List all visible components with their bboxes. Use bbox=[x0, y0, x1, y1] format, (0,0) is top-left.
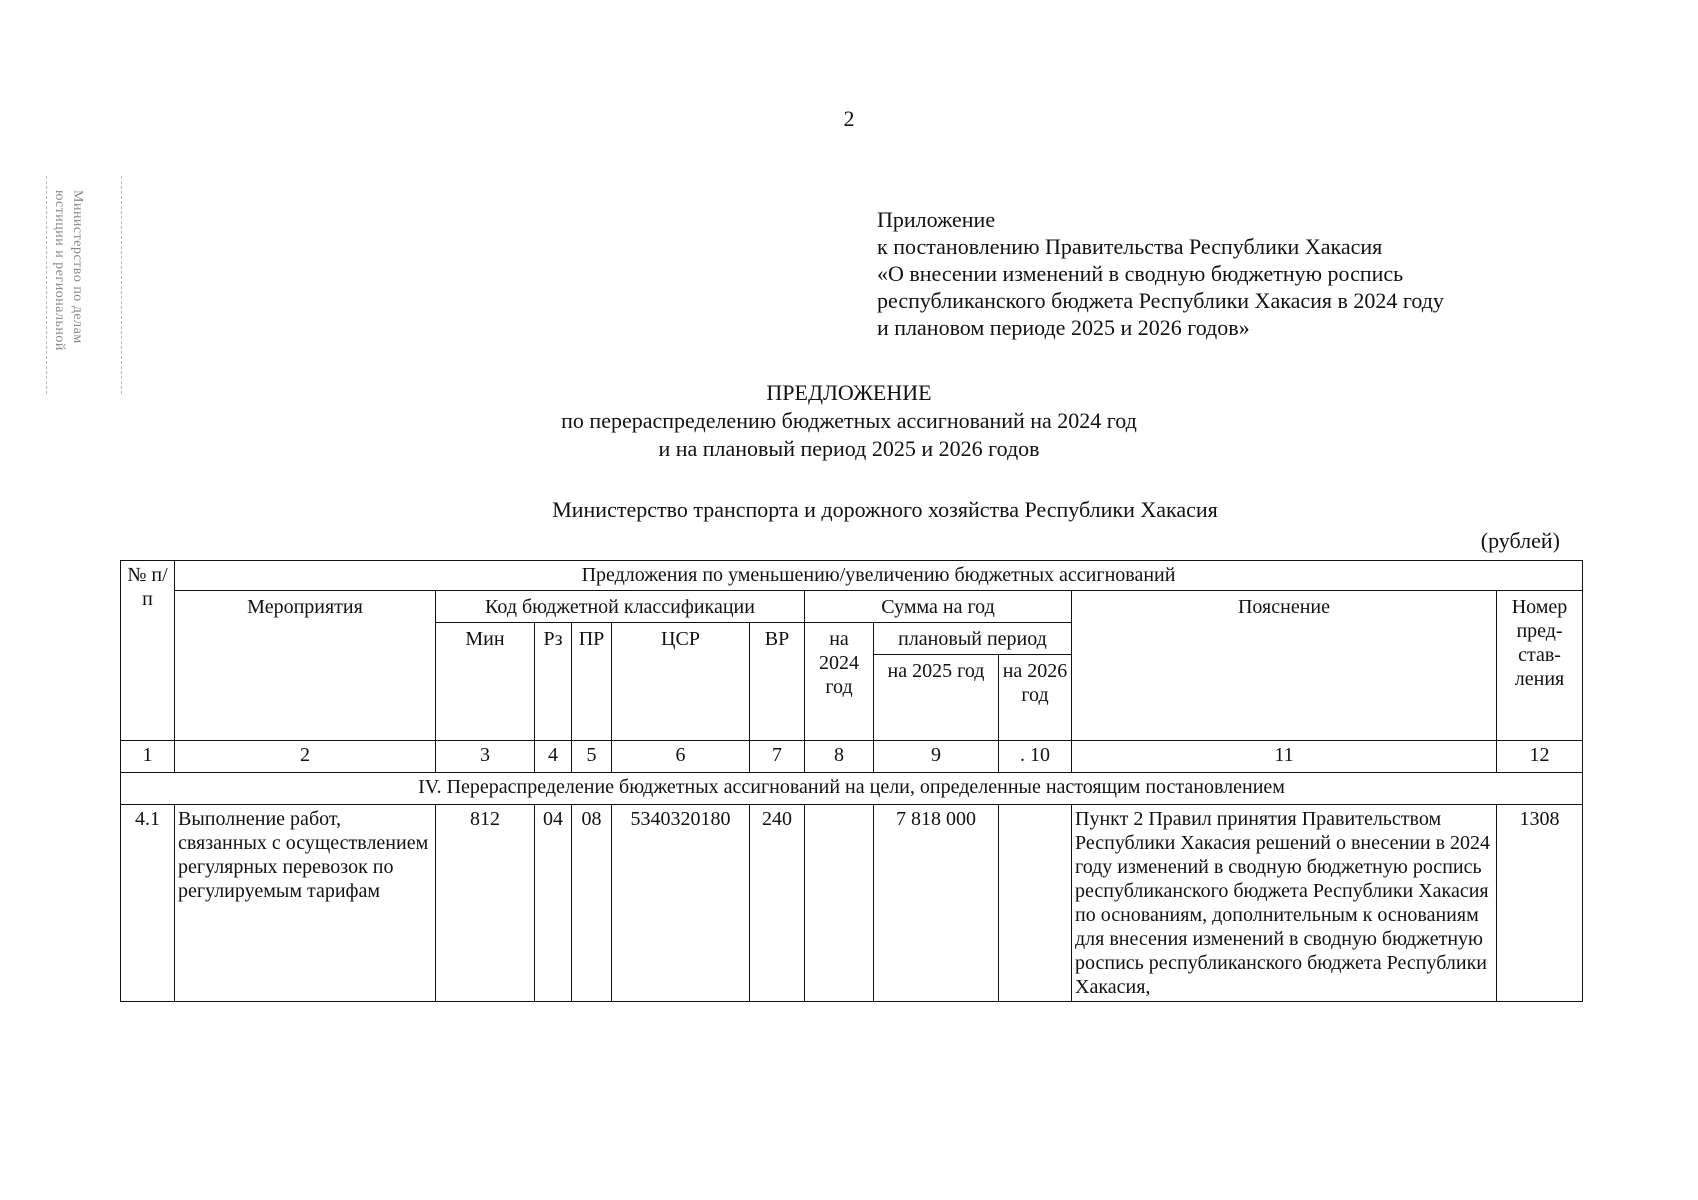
page-number: 2 bbox=[843, 106, 855, 131]
index-cell: 3 bbox=[436, 741, 535, 773]
row-sum-2026 bbox=[999, 805, 1072, 1002]
section-title: IV. Перераспределение бюджетных ассигнований на цели, определенные настоящим постановлением bbox=[121, 773, 1583, 805]
row-sum-2024 bbox=[805, 805, 874, 1002]
row-explanation: Пункт 2 Правил принятия Правительством Республики Хакасия решений о внесении в 2024 году изменений в сводную бюджетную роспись республиканского бюджета Республики Хакасия по основаниям, дополнительным к основаниям для внесения изменений в сводную бюджетную роспись республиканского бюджета Республики Хакасия, bbox=[1072, 805, 1497, 1002]
header-sum-2026: на 2026 год bbox=[999, 655, 1072, 741]
currency-unit: (рублей) bbox=[1480, 528, 1560, 553]
header-rz: Рз bbox=[535, 623, 572, 741]
header-events: Мероприятия bbox=[175, 591, 436, 741]
row-csr: 5340320180 bbox=[612, 805, 750, 1002]
budget-table bbox=[120, 560, 1583, 1002]
row-min: 812 bbox=[436, 805, 535, 1002]
index-cell: 8 bbox=[805, 741, 874, 773]
document-title: ПРЕДЛОЖЕНИЕ bbox=[766, 380, 932, 405]
header-num: № п/п bbox=[121, 561, 175, 741]
stamp-line: Министерство по делам bbox=[70, 190, 85, 344]
row-event: Выполнение работ, связанных с осуществлением регулярных перевозок по регулируемым тарифам bbox=[175, 805, 436, 1002]
header-plan-period: плановый период bbox=[874, 623, 1072, 655]
row-vr: 240 bbox=[750, 805, 805, 1002]
row-submission: 1308 bbox=[1497, 805, 1583, 1002]
index-cell: 4 bbox=[535, 741, 572, 773]
index-cell: 12 bbox=[1497, 741, 1583, 773]
header-vr: ВР bbox=[750, 623, 805, 741]
stamp-text bbox=[50, 190, 86, 351]
stamp-line: юстиции и региональной bbox=[52, 190, 67, 351]
document-subtitle-line: и на плановый период 2025 и 2026 годов bbox=[658, 436, 1040, 461]
header-submission: Номер пред-став-ления bbox=[1497, 591, 1583, 741]
header-group: Предложения по уменьшению/увеличению бюджетных ассигнований bbox=[175, 561, 1583, 591]
header-sum-group: Сумма на год bbox=[805, 591, 1072, 623]
header-pr: ПР bbox=[572, 623, 612, 741]
index-cell: 5 bbox=[572, 741, 612, 773]
document-subtitle-line: по перераспределению бюджетных ассигнований на 2024 год bbox=[561, 408, 1137, 433]
index-cell: 11 bbox=[1072, 741, 1497, 773]
header-code-group: Код бюджетной классификации bbox=[436, 591, 805, 623]
appendix-line: республиканского бюджета Республики Хакасия в 2024 году bbox=[877, 288, 1444, 313]
row-rz: 04 bbox=[535, 805, 572, 1002]
appendix-line: и плановом периоде 2025 и 2026 годов» bbox=[877, 315, 1250, 340]
index-cell: . 10 bbox=[999, 741, 1072, 773]
appendix-line: Приложение bbox=[877, 207, 996, 232]
row-sum-2025: 7 818 000 bbox=[874, 805, 999, 1002]
header-csr: ЦСР bbox=[612, 623, 750, 741]
row-pr: 08 bbox=[572, 805, 612, 1002]
index-cell: 2 bbox=[175, 741, 436, 773]
table-row bbox=[121, 805, 1583, 1002]
appendix-block bbox=[877, 206, 1657, 341]
index-cell: 7 bbox=[750, 741, 805, 773]
index-cell: 1 bbox=[121, 741, 175, 773]
header-explanation: Пояснение bbox=[1072, 591, 1497, 741]
header-sum-2025: на 2025 год bbox=[874, 655, 999, 741]
ministry-name: Министерство транспорта и дорожного хозяйства Республики Хакасия bbox=[552, 497, 1218, 522]
index-cell: 6 bbox=[612, 741, 750, 773]
row-num: 4.1 bbox=[121, 805, 175, 1002]
appendix-line: к постановлению Правительства Республики Хакасия bbox=[877, 234, 1383, 259]
header-min: Мин bbox=[436, 623, 535, 741]
header-sum-2024: на 2024 год bbox=[805, 623, 874, 741]
appendix-line: «О внесении изменений в сводную бюджетную роспись bbox=[877, 261, 1404, 286]
document-heading bbox=[0, 379, 1698, 463]
index-cell: 9 bbox=[874, 741, 999, 773]
